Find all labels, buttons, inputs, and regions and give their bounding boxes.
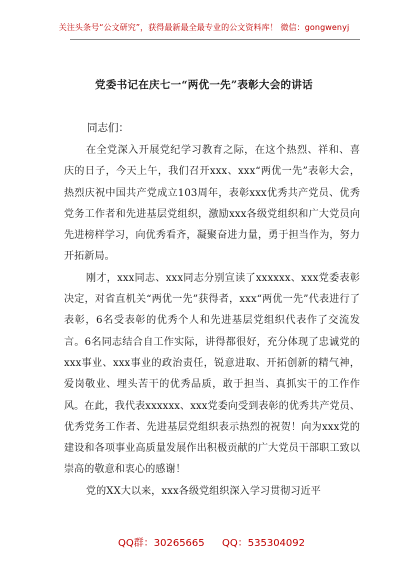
paragraph: 党的XX大以来，xxx各级党组织深入学习贯彻习近平 [86,485,321,497]
paragraph: 刚才，xxx同志、xxx同志分别宣读了xxxxxx、xxx党委表彰决定，对省直机关“两优一先”获得者，xxx“两优一先”代表进行了表彰，6名受表彰的优秀个人和先进基层党组织代表作了交流发言。6名同志结合自工作实际，讲得都很好，充分体现了忠诚党的xxx事业、xxx事业的政治责任，锐意进取、开拓创新的精气神，爱岗敬业、埋头苦干的优秀品质，敢于担当、真抓实干的工作作风。在此，我代表xxxxxx、xxx党委向受到表彰的优秀共产党员、优秀党务工作者、先进基层党组织表示热烈的祝贺！向为xxx党的建设和各项事业高质量发展作出积极贡献的广大党员干部职工致以崇高的敬意和衷心的感谢！ [64,272,360,476]
salutation: 同志们： [87,122,129,134]
header-divider [70,39,360,40]
footer-qq-number: QQ：535304092 [222,538,306,549]
paragraph: 在全党深入开展党纪学习教育之际，在这个热烈、祥和、喜庆的日子，今天上午，我们召开xxx、xxx“两优一先”表彰大会，热烈庆祝中国共产党成立103周年，表彰xxx优秀共产党员、优秀党务工作者和先进基层党组织，激励xxx各级党组织和广大党员向先进榜样学习，向优秀看齐，凝聚奋进力量，勇于担当作为，努力开拓新局。 [64,145,360,263]
header-promo-note: 关注头条号“公文研究”，获得最新最全最专业的公文资料库！ 微信：gongwenyj [58,23,350,32]
document-body [64,140,360,502]
footer-qq-group: QQ群：30265665 [118,538,205,549]
document-title: 党委书记在庆七一“两优一先”表彰大会的讲话 [95,79,313,91]
